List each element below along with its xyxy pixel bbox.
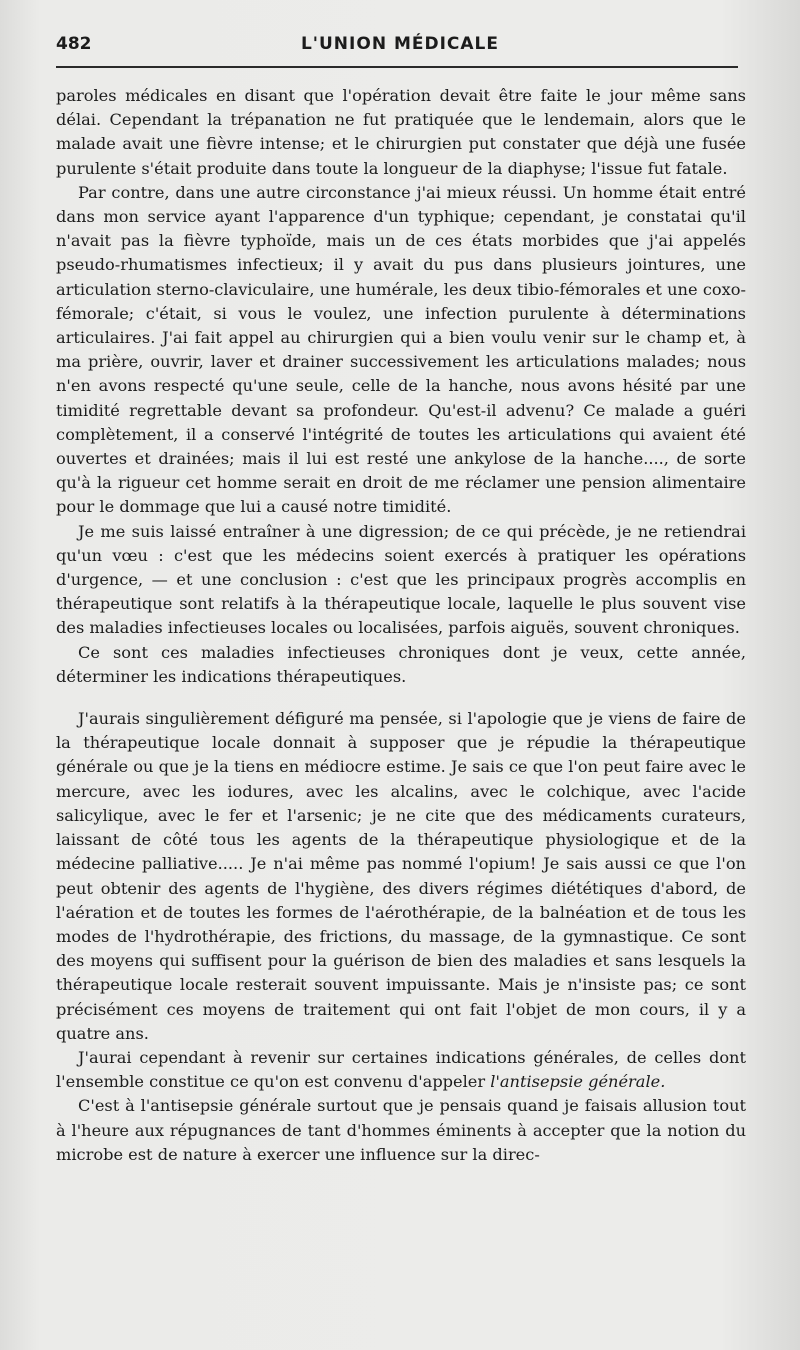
paragraph: Je me suis laissé entraîner à une digression; de ce qui précède, je ne retiendrai qu'un vœu : c'est que les médecins soient exercés à pratiquer les opérations d'urgence, — et une conclusion : c'est que les principaux progrès accomplis en thérapeutique sont relatifs à la thérapeutique locale, laquelle le plus souvent vise des maladies infectieuses locales ou localisées, parfois aiguës, souvent chroniques. (56, 521, 746, 638)
emphasis-text: l'antisepsie générale. (490, 1072, 666, 1092)
page-number: 482 (56, 34, 92, 54)
paragraph (56, 1046, 746, 1094)
paragraph: Par contre, dans une autre circonstance j'ai mieux réussi. Un homme était entré dans mon service ayant l'apparence d'un typhique; cependant, je constatai qu'il n'avait pas la fièvre typhoïde, mais un de ces états morbides que j'ai appelés pseudo-rhumatismes infectieux; il y avait du pus dans plusieurs jointures, une articulation sterno-claviculaire, une humérale, les deux tibio-fémorales et une coxo-fémorale; c'était, si vous le voulez, une infection purulente à déterminations articulaires. J'ai fait appel au chirurgien qui a bien voulu venir sur le champ et, à ma prière, ouvrir, laver et drainer successivement les articulations malades; nous n'en avons respecté qu'une seule, celle de la hanche, nous avons hésité par une timidité regrettable devant sa profondeur. Qu'est-il advenu? Ce malade a guéri complètement, il a conservé l'intégrité de toutes les articulations qui avaient été ouvertes et drainées; mais il lui est resté une ankylose de la hanche...., de sorte qu'à la rigueur cet homme serait en droit de me réclamer une pension alimentaire pour le dommage que lui a causé notre timidité. (56, 182, 746, 517)
running-title: L'UNION MÉDICALE (300, 34, 500, 54)
paragraph-text: J'aurai cependant à revenir sur certaines indications générales, de celles dont l'ensemble constitue ce qu'on est convenu d'appeler (56, 1047, 746, 1092)
body-text (56, 84, 746, 1167)
header-rule (56, 66, 738, 68)
page-header (56, 34, 744, 58)
paragraph: J'aurais singulièrement défiguré ma pensée, si l'apologie que je viens de faire de la thérapeutique locale donnait à supposer que je répudie la thérapeutique générale ou que je la tiens en médiocre estime. Je sais ce que l'on peut faire avec le mercure, avec les iodures, avec les alcalins, avec le colchique, avec l'acide salicylique, avec le fer et l'arsenic; je ne cite que des médicaments curateurs, laissant de côté tous les agents de la thérapeutique physiologique et de la médecine palliative..... Je n'ai même pas nommé l'opium! Je sais aussi ce que l'on peut obtenir des agents de l'hygiène, des divers régimes diététiques d'abord, de l'aération et de toutes les formes de l'aérothérapie, de la balnéation et de tous les modes de l'hydrothérapie, des frictions, du massage, de la gymnastique. Ce sont des moyens qui suffisent pour la guérison de bien des maladies et sans lesquels la thérapeutique locale resterait souvent impuissante. Mais je n'insiste pas; ce sont précisément ces moyens de traitement qui ont fait l'objet de mon cours, il y a quatre ans. (56, 709, 746, 1043)
paragraph: paroles médicales en disant que l'opération devait être faite le jour même sans délai. Cependant la trépanation ne fut pratiquée que le lendemain, alors que le malade avait une fièvre intense; et le chirurgien put constater que déjà une fusée purulente s'était produite dans toute la longueur de la diaphyse; l'issue fut fatale. (56, 86, 746, 178)
paragraph: Ce sont ces maladies infectieuses chroniques dont je veux, cette année, déterminer les indications thérapeutiques. (56, 642, 746, 686)
paragraph: C'est à l'antisepsie générale surtout que je pensais quand je faisais allusion tout à l'heure aux répugnances de tant d'hommes éminents à accepter que la notion du microbe est de nature à exercer une influence sur la direc- (56, 1096, 746, 1164)
